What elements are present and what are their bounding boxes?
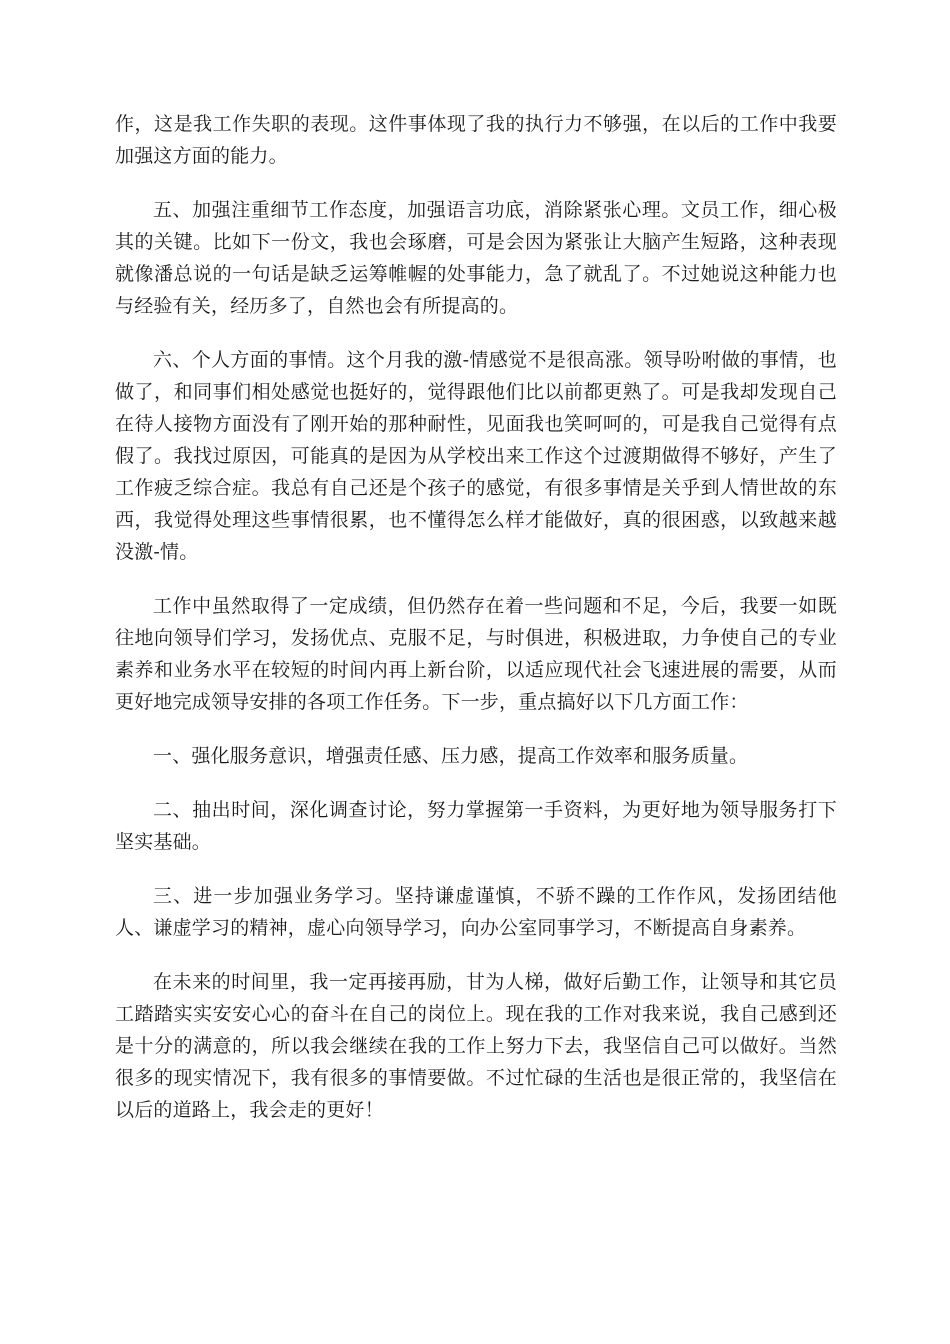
paragraph-item-six: 六、个人方面的事情。这个月我的激-情感觉不是很高涨。领导吩咐做的事情，也做了，和同事们相处感觉也挺好的，觉得跟他们比以前都更熟了。可是我却发现自己在待人接物方面没有了刚开始的那种耐性，见面我也笑呵呵的，可是我自己觉得有点假了。我找过原因，可能真的是因为从学校出来工作这个过渡期做得不够好，产生了工作疲乏综合症。我总有自己还是个孩子的感觉，有很多事情是关乎到人情世故的东西，我觉得处理这些事情很累，也不懂得怎么样才能做好，真的很困惑，以致越来越没激-情。 xyxy=(115,349,837,563)
paragraph-plan-one: 一、强化服务意识，增强责任感、压力感，提高工作效率和服务质量。 xyxy=(153,745,749,767)
paragraph-plan-two: 二、抽出时间，深化调查讨论，努力掌握第一手资料，为更好地为领导服务打下坚实基础。 xyxy=(115,799,837,853)
paragraph-summary: 工作中虽然取得了一定成绩，但仍然存在着一些问题和不足，今后，我要一如既往地向领导们学习，发扬优点、克服不足，与时俱进，积极进取，力争使自己的专业素养和业务水平在较短的时间内再上新台阶，以适应现代社会飞速进展的需要，从而更好地完成领导安排的各项工作任务。下一步，重点搞好以下几方面工作： xyxy=(115,595,837,713)
document-page xyxy=(115,108,837,1148)
paragraph-plan-three: 三、进一步加强业务学习。坚持谦虚谨慎，不骄不躁的工作作风，发扬团结他人、谦虚学习的精神，虚心向领导学习，向办公室同事学习，不断提高自身素养。 xyxy=(115,885,837,939)
paragraph-closing: 在未来的时间里，我一定再接再励，甘为人梯，做好后勤工作，让领导和其它员工踏踏实实安安心心的奋斗在自己的岗位上。现在我的工作对我来说，我自己感到还是十分的满意的，所以我会继续在我的工作上努力下去，我坚信自己可以做好。当然很多的现实情况下，我有很多的事情要做。不过忙碌的生活也是很正常的，我坚信在以后的道路上，我会走的更好！ xyxy=(115,971,837,1121)
paragraph-item-five: 五、加强注重细节工作态度，加强语言功底，消除紧张心理。文员工作，细心极其的关键。比如下一份文，我也会琢磨，可是会因为紧张让大脑产生短路，这种表现就像潘总说的一句话是缺乏运筹帷幄的处事能力，急了就乱了。不过她说这种能力也与经验有关，经历多了，自然也会有所提高的。 xyxy=(115,199,837,317)
paragraph-continued: 作，这是我工作失职的表现。这件事体现了我的执行力不够强，在以后的工作中我要加强这方面的能力。 xyxy=(115,113,837,167)
